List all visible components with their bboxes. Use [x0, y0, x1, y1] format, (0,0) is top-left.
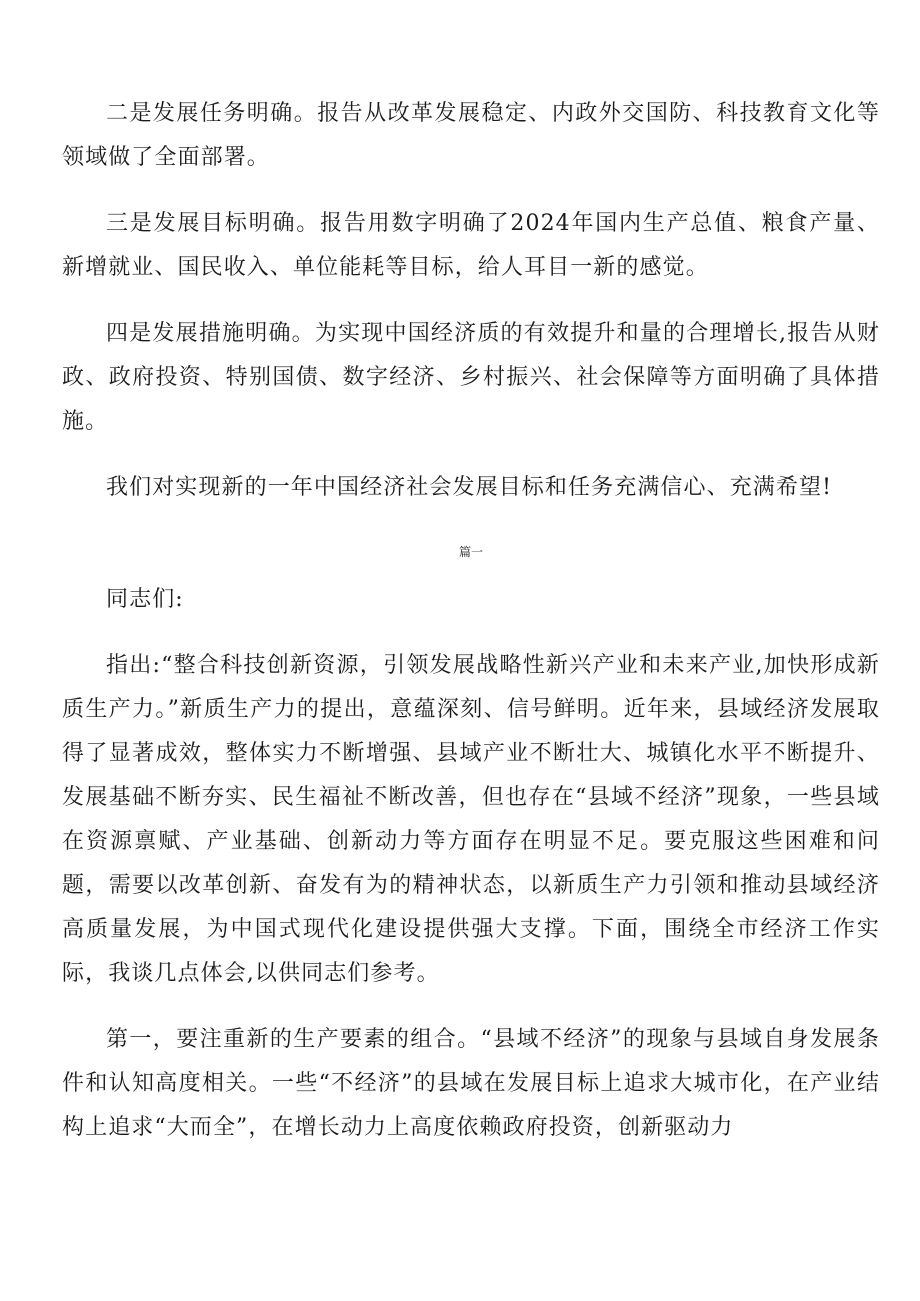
paragraph-first-point: 第一，要注重新的生产要素的组合。“县域不经济”的现象与县域自身发展条件和认知高度相关。一些“不经济”的县域在发展目标上追求大城市化，在产业结构上追求“大而全”，在增长动力上高度依赖政府投资，创新驱动力 — [62, 1027, 880, 1140]
paragraph-measures: 四是发展措施明确。为实现中国经济质的有效提升和量的合理增长,报告从财政、政府投资、特别国债、数字经济、乡村振兴、社会保障等方面明确了具体措施。 — [62, 321, 880, 434]
paragraph-goal: 三是发展目标明确。报告用数字明确了2024年国内生产总值、粮食产量、新增就业、国民收入、单位能耗等目标，给人耳目一新的感觉。 — [62, 211, 880, 280]
greeting: 同志们: — [106, 587, 184, 612]
paragraph-intro: 指出:“整合科技创新资源，引领发展战略性新兴产业和未来产业,加快形成新质生产力。”新质生产力的提出，意蕴深刻、信号鲜明。近年来，县域经济发展取得了显著成效，整体实力不断增强、县域产业不断壮大、城镇化水平不断提升、发展基础不断夯实、民生福祉不断改善，但也存在“县域不经济”现象，一些县域在资源禀赋、产业基础、创新动力等方面存在明显不足。要克服这些困难和问题，需要以改革创新、奋发有为的精神状态，以新质生产力引领和推动县域经济高质量发展，为中国式现代化建设提供强大支撑。下面，围绕全市经济工作实际，我谈几点体会,以供同志们参考。 — [62, 653, 880, 986]
paragraph-confidence: 我们对实现新的一年中国经济社会发展目标和任务充满信心、充满希望! — [106, 475, 833, 500]
paragraph-task: 二是发展任务明确。报告从改革发展稳定、内政外交国防、科技教育文化等领域做了全面部署。 — [62, 101, 880, 170]
section-heading: 篇一 — [458, 545, 483, 559]
document-page — [62, 92, 880, 1150]
